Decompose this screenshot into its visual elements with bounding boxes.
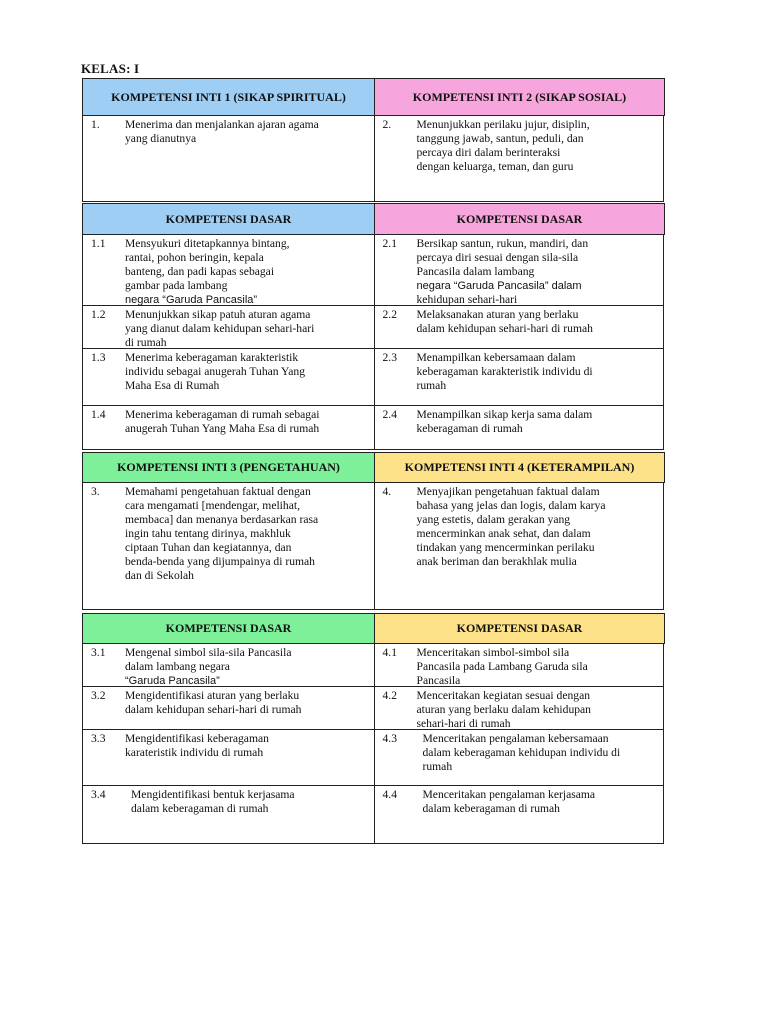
ki1-header: KOMPETENSI INTI 1 (SIKAP SPIRITUAL) bbox=[83, 78, 375, 116]
kd-number: 3.3 bbox=[91, 732, 106, 745]
table-row bbox=[82, 406, 664, 450]
kd-text: Menceritakan pengalaman kerjasama dalam keberagaman di rumah bbox=[422, 788, 596, 815]
table-row bbox=[82, 349, 664, 406]
kd-number: 3.2 bbox=[91, 689, 106, 702]
kd-text: Menceritakan pengalaman kebersamaan dalam keberagaman kehidupan individu di rumah bbox=[422, 732, 621, 773]
table-row bbox=[82, 306, 664, 349]
kd-text: Menampilkan kebersamaan dalam keberagaman karakteristik individu di rumah bbox=[416, 351, 593, 392]
ki4-text: Menyajikan pengetahuan faktual dalam bahasa yang jelas dan logis, dalam karya yang estetis, dalam gerakan yang mencerminkan anak sehat, dan dalam tindakan yang mencerminkan perilaku anak beriman dan berakhlak mulia bbox=[416, 485, 606, 568]
ki3-text: Memahami pengetahuan faktual dengan cara mengamati [mendengar, melihat, membaca] dan menanya berdasarkan rasa ingin tahu tentang dirinya, makhluk ciptaan Tuhan dan kegiatannya, dan benda-benda yang dijumpainya di rumah dan di Sekolah bbox=[125, 485, 319, 582]
table-row bbox=[82, 786, 664, 844]
kd-text-tail: kehidupan sehari-hari bbox=[416, 293, 518, 306]
kd-text: Menampilkan sikap kerja sama dalam keberagaman di rumah bbox=[416, 408, 593, 435]
class-label: KELAS: I bbox=[81, 61, 140, 76]
ki1-cell bbox=[83, 116, 375, 201]
ki34-header-row bbox=[82, 452, 664, 483]
table-row bbox=[82, 687, 664, 730]
ki1-number: 1. bbox=[91, 118, 100, 131]
ki2-header: KOMPETENSI INTI 2 (SIKAP SOSIAL) bbox=[375, 78, 665, 116]
kd-number: 4.4 bbox=[382, 788, 397, 801]
kd-text-emblem: negara “Garuda Pancasila” bbox=[125, 294, 258, 306]
kd-text-emblem: negara “Garuda Pancasila” dalam bbox=[416, 280, 582, 292]
kd2-table bbox=[82, 644, 664, 844]
ki12-header-row bbox=[82, 78, 664, 116]
kd-number: 3.4 bbox=[91, 788, 106, 801]
kd-text: Menunjukkan sikap patuh aturan agama yang dianut dalam kehidupan sehari-hari di rumah bbox=[125, 308, 315, 349]
kd-number: 2.4 bbox=[382, 408, 397, 421]
kd-text: Menceritakan simbol-simbol sila Pancasila pada Lambang Garuda sila Pancasila bbox=[416, 646, 588, 687]
kd-number: 1.1 bbox=[91, 237, 106, 250]
ki2-cell bbox=[375, 116, 665, 201]
ki2-text: Menunjukkan perilaku jujur, disiplin, tanggung jawab, santun, peduli, dan percaya diri dalam berinteraksi dengan keluarga, teman, dan guru bbox=[416, 118, 590, 173]
kd-number: 4.2 bbox=[382, 689, 397, 702]
ki4-cell bbox=[375, 483, 665, 609]
kd1-header-row bbox=[82, 203, 664, 235]
kd2-header-row bbox=[82, 613, 664, 644]
kd-text: Mensyukuri ditetapkannya bintang, rantai, pohon beringin, kepala banteng, dan padi kapas sebagai gambar pada lambang bbox=[125, 237, 290, 292]
kd-text: Menerima keberagaman karakteristik individu sebagai anugerah Tuhan Yang Maha Esa di Rumah bbox=[125, 351, 306, 392]
kd1-table bbox=[82, 235, 664, 450]
kd-text-emblem: “Garuda Pancasila” bbox=[125, 675, 220, 687]
kd-text: Menceritakan kegiatan sesuai dengan aturan yang berlaku dalam kehidupan sehari-hari di rumah bbox=[416, 689, 591, 730]
kd-number: 2.1 bbox=[382, 237, 397, 250]
kd-text: Menerima keberagaman di rumah sebagai anugerah Tuhan Yang Maha Esa di rumah bbox=[125, 408, 320, 435]
table-row bbox=[82, 235, 664, 306]
ki3-header: KOMPETENSI INTI 3 (PENGETAHUAN) bbox=[83, 452, 375, 483]
kd-number: 1.2 bbox=[91, 308, 106, 321]
kd-number: 3.1 bbox=[91, 646, 106, 659]
kd-text: Mengenal simbol sila-sila Pancasila dalam lambang negara bbox=[125, 646, 292, 673]
ki34-body bbox=[82, 483, 664, 610]
ki1-text: Menerima dan menjalankan ajaran agama yang dianutnya bbox=[125, 118, 319, 145]
kd-number: 1.3 bbox=[91, 351, 106, 364]
kd-number: 2.3 bbox=[382, 351, 397, 364]
ki12-body bbox=[82, 116, 664, 202]
kd-text: Mengidentifikasi bentuk kerjasama dalam keberagaman di rumah bbox=[131, 788, 295, 815]
kd-number: 2.2 bbox=[382, 308, 397, 321]
kd1-header-right: KOMPETENSI DASAR bbox=[375, 203, 665, 235]
ki3-cell bbox=[83, 483, 375, 609]
ki4-number: 4. bbox=[382, 485, 392, 498]
kd-text: Melaksanakan aturan yang berlaku dalam kehidupan sehari-hari di rumah bbox=[416, 308, 593, 335]
kd-number: 4.1 bbox=[382, 646, 397, 659]
ki3-number: 3. bbox=[91, 485, 100, 498]
kd-text: Bersikap santun, rukun, mandiri, dan percaya diri sesuai dengan sila-sila Pancasila dalam lambang bbox=[416, 237, 589, 278]
kd1-header-left: KOMPETENSI DASAR bbox=[83, 203, 375, 235]
kd-number: 4.3 bbox=[382, 732, 397, 745]
table-row bbox=[82, 730, 664, 786]
ki2-number: 2. bbox=[382, 118, 392, 131]
kd-text: Mengidentifikasi aturan yang berlaku dalam kehidupan sehari-hari di rumah bbox=[125, 689, 302, 716]
kd2-header-right: KOMPETENSI DASAR bbox=[375, 613, 665, 644]
kd-number: 1.4 bbox=[91, 408, 106, 421]
kd-text: Mengidentifikasi keberagaman karateristik individu di rumah bbox=[125, 732, 269, 759]
ki4-header: KOMPETENSI INTI 4 (KETERAMPILAN) bbox=[375, 452, 665, 483]
table-row bbox=[82, 644, 664, 687]
kd2-header-left: KOMPETENSI DASAR bbox=[83, 613, 375, 644]
